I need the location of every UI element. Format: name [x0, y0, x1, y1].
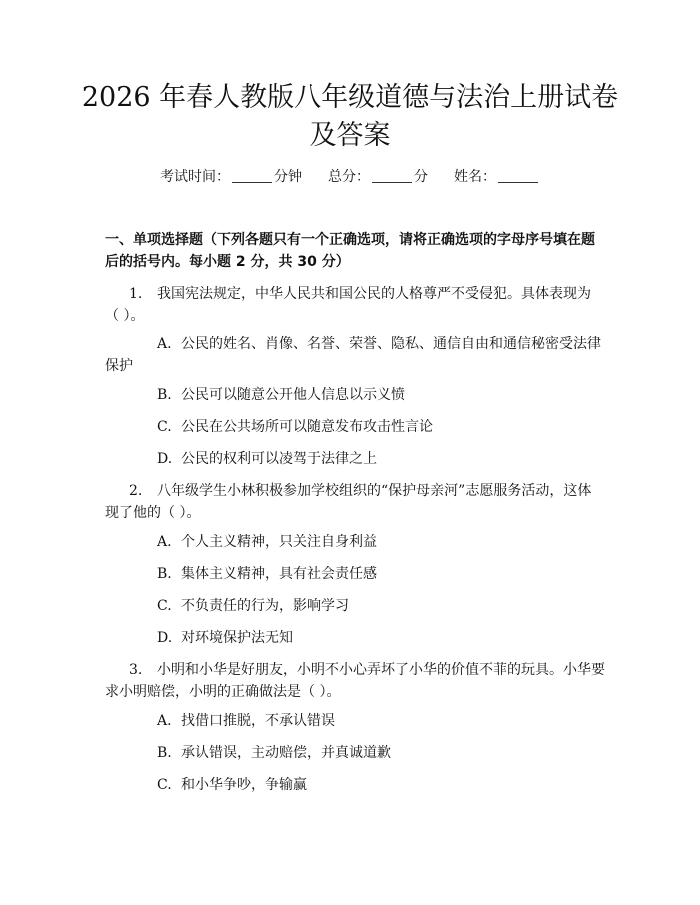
- question-1-option-c[interactable]: [105, 416, 605, 438]
- section-heading: [105, 229, 605, 273]
- exam-title-line2: 及答案: [309, 120, 391, 151]
- question-1: [105, 283, 605, 327]
- question-2-option-b[interactable]: [105, 563, 605, 585]
- time-unit: 分钟: [274, 169, 302, 185]
- option-text: 个人主义精神，只关注自身利益: [181, 534, 377, 550]
- option-text: 集体主义精神，具有社会责任感: [181, 566, 377, 582]
- option-letter: C.: [157, 598, 172, 614]
- option-letter: A.: [157, 713, 172, 729]
- option-text: 公民可以随意公开他人信息以示义愤: [181, 387, 405, 403]
- option-text: 和小华争吵，争输赢: [181, 777, 307, 793]
- question-1-option-b[interactable]: [105, 384, 605, 406]
- question-2-option-a[interactable]: [105, 531, 605, 553]
- score-label: 总分：: [328, 169, 370, 185]
- question-3-option-c[interactable]: [105, 774, 605, 796]
- option-text: 公民的姓名、肖像、名誉、荣誉、隐私、通信自由和通信秘密受法律: [181, 336, 601, 352]
- question-number: 1.: [129, 286, 143, 302]
- option-letter: B.: [157, 387, 172, 403]
- question-number: 2.: [129, 483, 143, 499]
- question-stem-line1: 八年级学生小林积极参加学校组织的“保护母亲河”志愿服务活动，这体: [157, 483, 592, 499]
- section-heading-line1: 一、单项选择题（下列各题只有一个正确选项，请将正确选项的字母序号填在题: [105, 232, 595, 248]
- question-stem-line2: 求小明赔偿，小明的正确做法是（ ）。: [105, 684, 341, 700]
- question-2-option-d[interactable]: [105, 627, 605, 649]
- question-3-option-a[interactable]: [105, 710, 605, 732]
- question-2: [105, 480, 605, 524]
- exam-title-line1: 2026 年春人教版八年级道德与法治上册试卷: [81, 82, 619, 113]
- name-blank: [498, 168, 538, 183]
- question-3-option-b[interactable]: [105, 742, 605, 764]
- option-letter: C.: [157, 419, 172, 435]
- time-label: 考试时间：: [160, 169, 230, 185]
- option-letter: D.: [157, 630, 173, 646]
- time-blank: [232, 168, 272, 183]
- option-text-line2: 保护: [105, 358, 133, 374]
- exam-meta-line: [0, 167, 700, 187]
- question-stem-line2: （ ）。: [105, 308, 145, 324]
- question-stem-line2: 现了他的（ ）。: [105, 505, 201, 521]
- option-letter: A.: [157, 534, 172, 550]
- option-letter: B.: [157, 566, 172, 582]
- option-text: 公民在公共场所可以随意发布攻击性言论: [181, 419, 433, 435]
- option-letter: D.: [157, 451, 173, 467]
- section-heading-line2: 后的括号内。每小题 2 分，共 30 分）: [105, 254, 350, 270]
- option-text: 找借口推脱，不承认错误: [181, 713, 335, 729]
- name-label: 姓名：: [454, 169, 496, 185]
- option-letter: B.: [157, 745, 172, 761]
- question-1-option-d[interactable]: [105, 448, 605, 470]
- question-stem-line1: 我国宪法规定，中华人民共和国公民的人格尊严不受侵犯。具体表现为: [157, 286, 591, 302]
- option-text: 不负责任的行为，影响学习: [181, 598, 349, 614]
- option-text: 公民的权利可以凌驾于法律之上: [181, 451, 377, 467]
- score-blank: [372, 168, 412, 183]
- option-text: 承认错误，主动赔偿，并真诚道歉: [181, 745, 391, 761]
- question-3: [105, 659, 605, 703]
- option-text: 对环境保护法无知: [181, 630, 293, 646]
- question-stem-line1: 小明和小华是好朋友，小明不小心弄坏了小华的价值不菲的玩具。小华要: [157, 662, 605, 678]
- question-1-option-a[interactable]: [105, 333, 605, 377]
- option-letter: C.: [157, 777, 172, 793]
- question-number: 3.: [129, 662, 143, 678]
- option-letter: A.: [157, 336, 172, 352]
- score-unit: 分: [414, 169, 428, 185]
- question-2-option-c[interactable]: [105, 595, 605, 617]
